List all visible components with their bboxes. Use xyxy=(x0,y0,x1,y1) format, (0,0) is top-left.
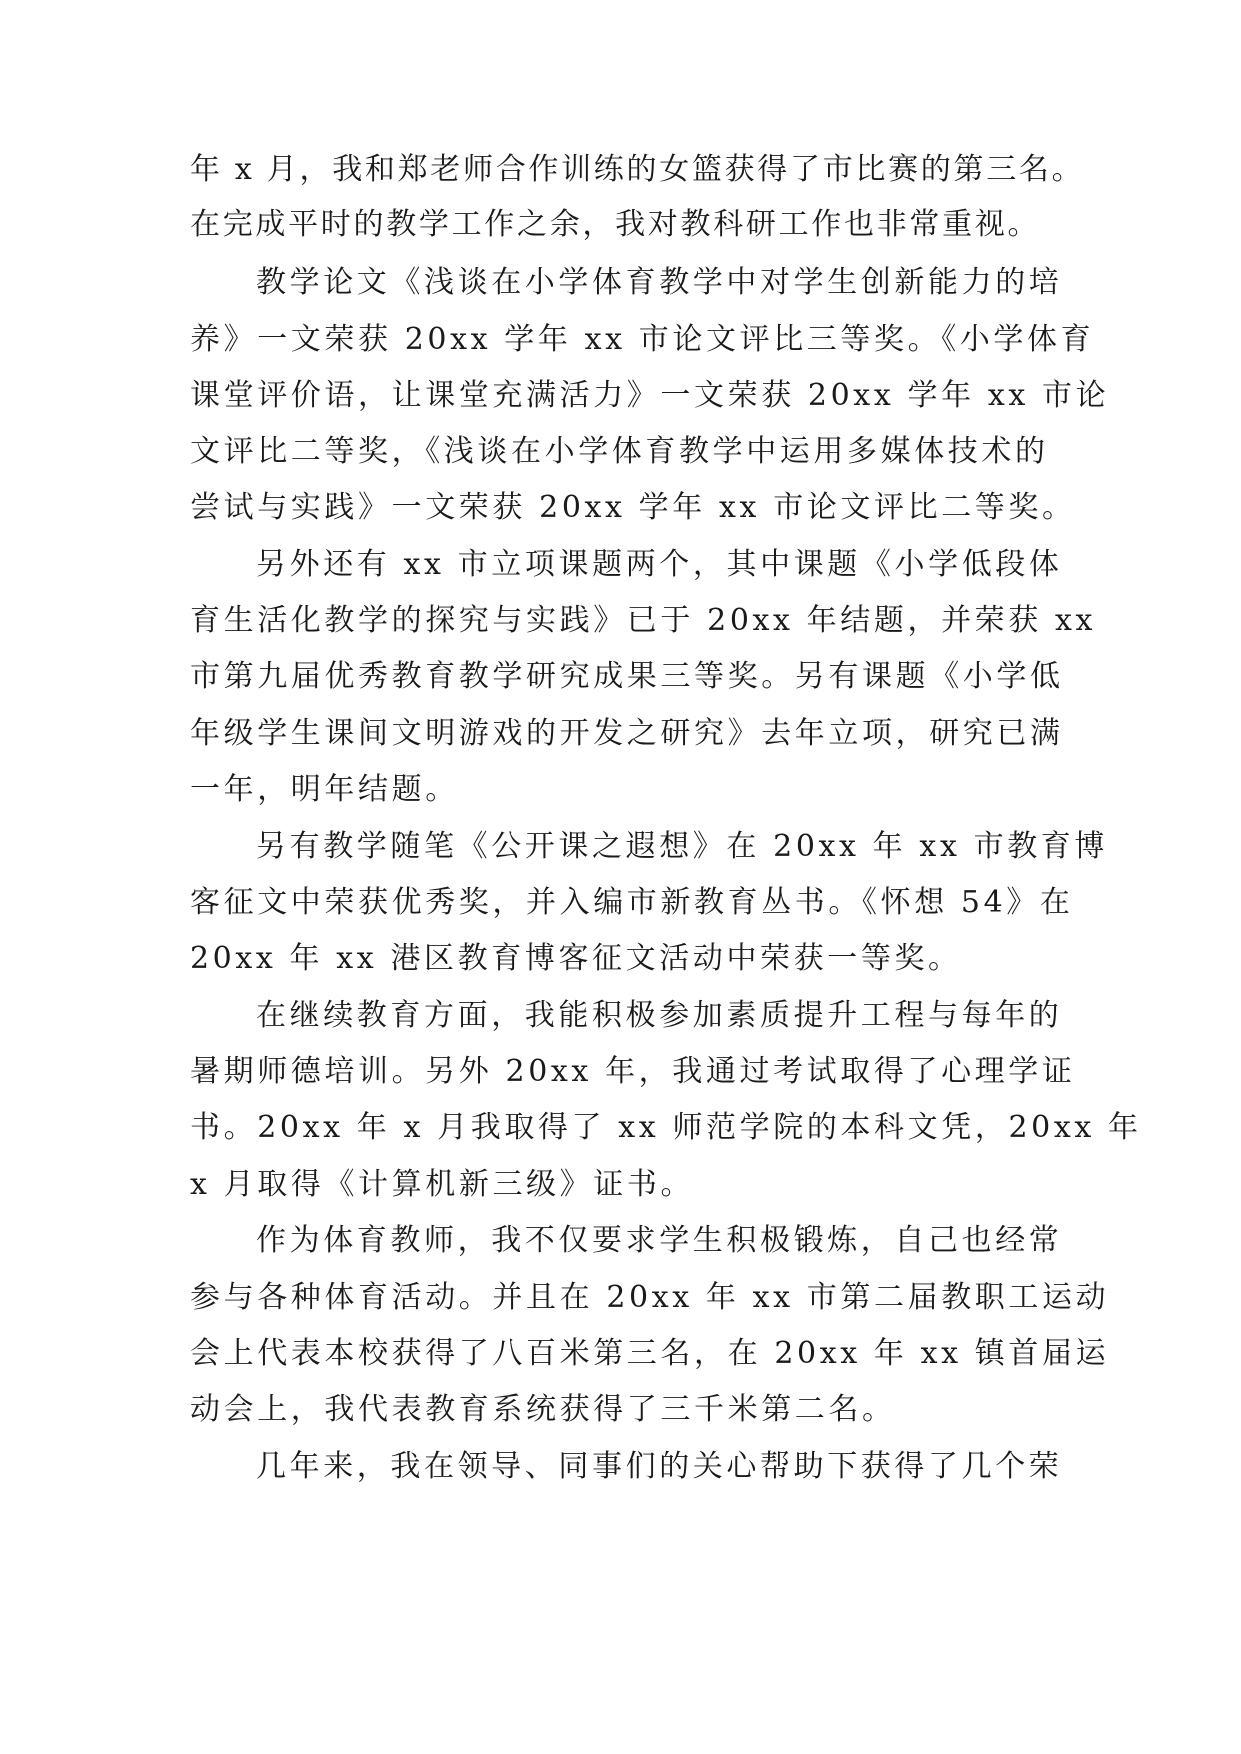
text-line: 一年，明年结题。 xyxy=(190,772,459,807)
text-line: 在完成平时的教学工作之余，我对教科研工作也非常重视。 xyxy=(190,207,1041,242)
text-line: 20xx 年 xx 港区教育博客征文活动中荣获一等奖。 xyxy=(190,941,962,976)
text-line: 课堂评价语，让课堂充满活力》一文荣获 20xx 学年 xx 市论 xyxy=(190,378,1110,413)
paragraph-start-line: 作为体育教师，我不仅要求学生积极锻炼，自己也经常 xyxy=(256,1223,1063,1258)
text-line: 年 x 月，我和郑老师合作训练的女篮获得了市比赛的第三名。 xyxy=(190,152,1085,187)
text-line: 动会上，我代表教育系统获得了三千米第二名。 xyxy=(190,1392,896,1427)
text-line: 会上代表本校获得了八百米第三名，在 20xx 年 xx 镇首届运 xyxy=(190,1336,1110,1371)
paragraph-start-line: 另外还有 xx 市立项课题两个，其中课题《小学低段体 xyxy=(256,547,1063,582)
paragraph-start-line: 在继续教育方面，我能积极参加素质提升工程与每年的 xyxy=(256,998,1063,1033)
paragraph-start-line: 另有教学随笔《公开课之遐想》在 20xx 年 xx 市教育博 xyxy=(256,829,1108,864)
text-line: 年级学生课间文明游戏的开发之研究》去年立项，研究已满 xyxy=(190,716,1064,751)
text-line: 暑期师德培训。另外 20xx 年，我通过考试取得了心理学证 xyxy=(190,1054,1076,1089)
paragraph-start-line: 几年来，我在领导、同事们的关心帮助下获得了几个荣 xyxy=(256,1449,1063,1484)
text-line: 尝试与实践》一文荣获 20xx 学年 xx 市论文评比二等奖。 xyxy=(190,490,1076,525)
text-line: 客征文中荣获优秀奖，并入编市新教育丛书。《怀想 54》在 xyxy=(190,885,1074,920)
text-line: x 月取得《计算机新三级》证书。 xyxy=(190,1167,695,1202)
text-line: 育生活化教学的探究与实践》已于 20xx 年结题，并荣获 xx xyxy=(190,603,1097,638)
paragraph-start-line: 教学论文《浅谈在小学体育教学中对学生创新能力的培 xyxy=(256,265,1063,300)
text-line: 参与各种体育活动。并且在 20xx 年 xx 市第二届教职工运动 xyxy=(190,1280,1110,1315)
text-line: 市第九届优秀教育教学研究成果三等奖。另有课题《小学低 xyxy=(190,659,1064,694)
text-line: 书。20xx 年 x 月我取得了 xx 师范学院的本科文凭，20xx 年 xyxy=(190,1110,1142,1145)
text-line: 文评比二等奖，《浅谈在小学体育教学中运用多媒体技术的 xyxy=(190,434,1049,469)
text-line: 养》一文荣获 20xx 学年 xx 市论文评比三等奖。《小学体育 xyxy=(190,322,1095,357)
